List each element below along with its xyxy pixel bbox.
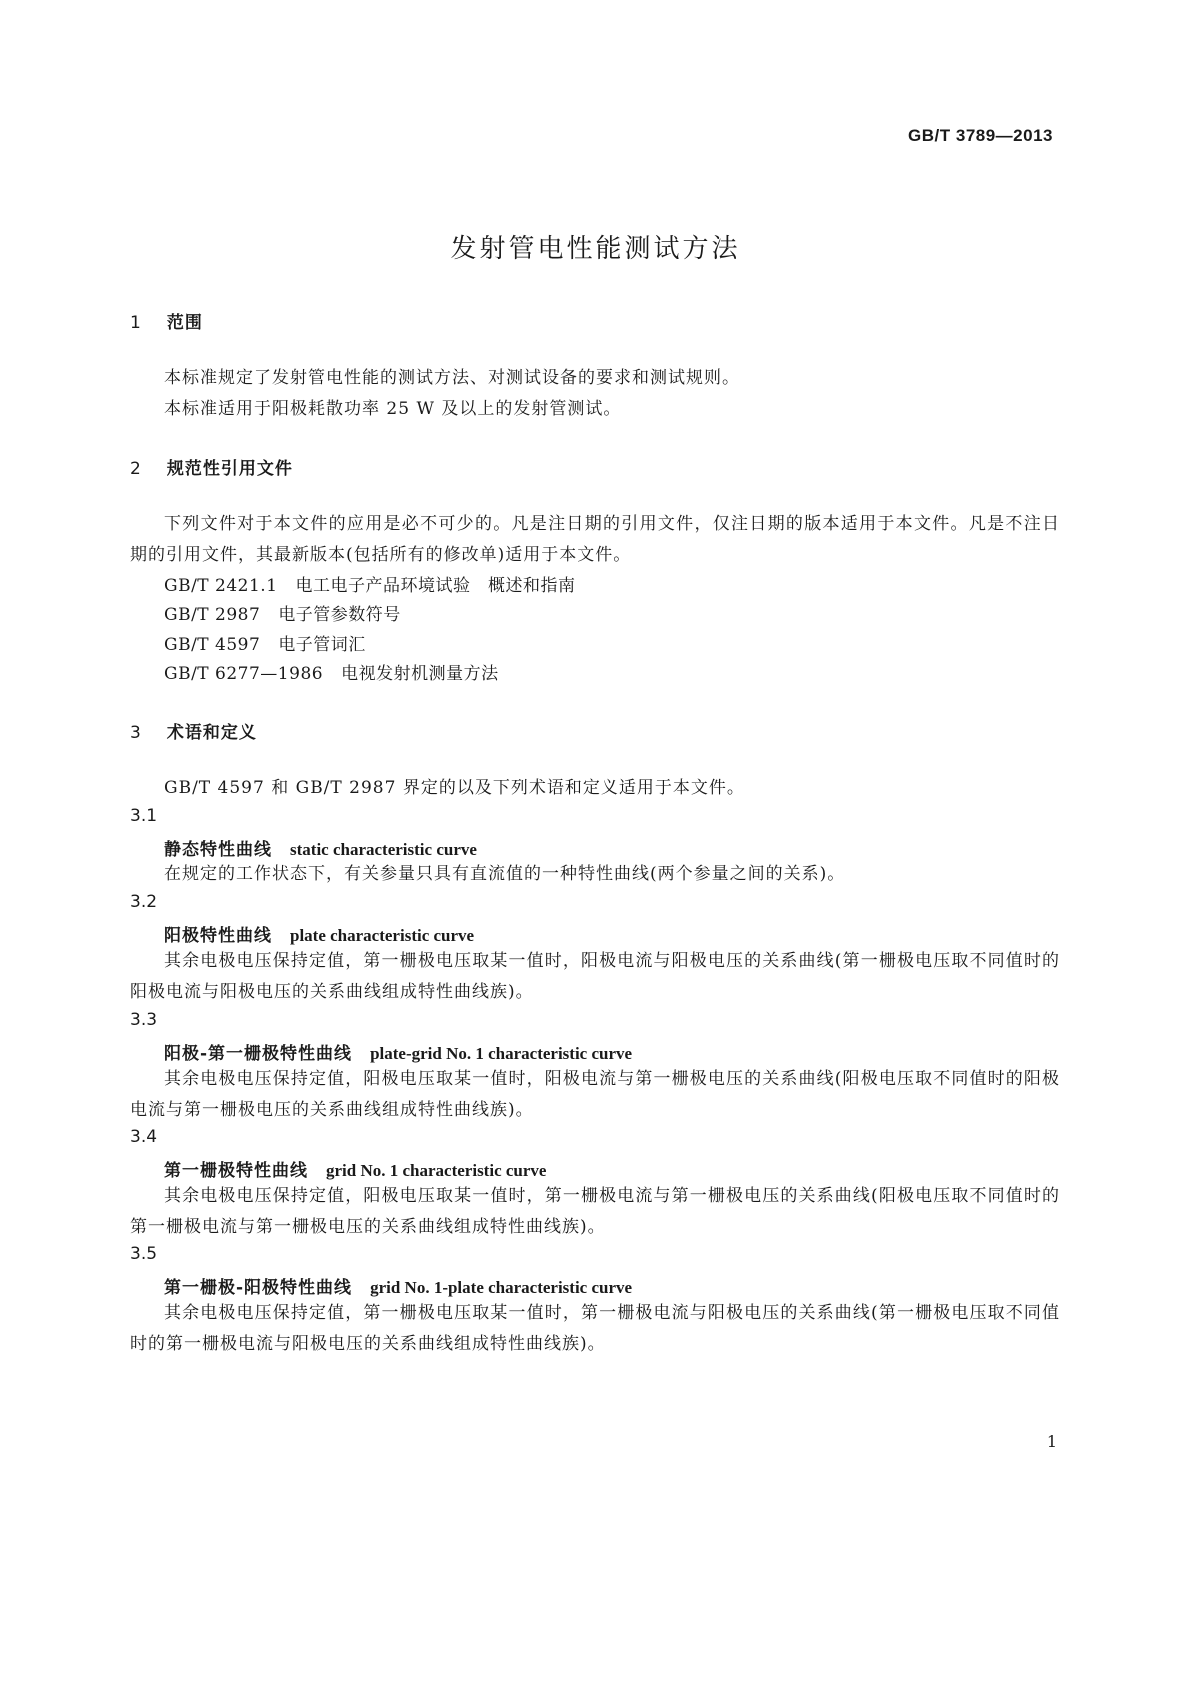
term-english: plate characteristic curve <box>290 926 475 945</box>
term-english: grid No. 1-plate characteristic curve <box>370 1278 633 1297</box>
page-number: 1 <box>1046 1432 1057 1451</box>
term-heading <box>164 1039 632 1064</box>
section-title: 术语和定义 <box>166 723 257 743</box>
term-heading <box>164 921 474 946</box>
reference-item <box>164 630 366 655</box>
term-definition: 在规定的工作状态下，有关参量只具有直流值的一种特性曲线(两个参量之间的关系)。 <box>164 864 846 884</box>
section-title: 范围 <box>166 313 203 333</box>
term-definition: 其余电极电压保持定值，第一栅极电压取某一值时，第一栅极电流与阳极电压的关系曲线(第一栅极电压取不同值时的第一栅极电流与阳极电压的关系曲线组成特性曲线族)。 <box>130 1303 1060 1354</box>
reference-item <box>164 659 499 684</box>
term-chinese: 第一栅极-阳极特性曲线 <box>164 1278 353 1298</box>
section-2-heading <box>130 454 293 479</box>
term-english: grid No. 1 characteristic curve <box>326 1161 547 1180</box>
term-definition: 其余电极电压保持定值，第一栅极电压取某一值时，阳极电流与阳极电压的关系曲线(第一栅极电压取不同值时的阳极电流与阳极电压的关系曲线组成特性曲线族)。 <box>130 951 1060 1002</box>
clause-number: 3.4 <box>130 1127 158 1147</box>
section-number: 1 <box>130 313 142 333</box>
reference-code: GB/T 6277—1986 <box>164 664 324 684</box>
reference-code: GB/T 2987 <box>164 605 261 625</box>
section-title: 规范性引用文件 <box>166 459 293 479</box>
term-chinese: 阳极特性曲线 <box>164 926 272 946</box>
clause-number: 3.3 <box>130 1010 158 1030</box>
clause-number: 3.1 <box>130 806 158 826</box>
clause-number: 3.2 <box>130 892 158 912</box>
references-intro: 下列文件对于本文件的应用是必不可少的。凡是注日期的引用文件，仅注日期的版本适用于本文件。凡是不注日期的引用文件，其最新版本(包括所有的修改单)适用于本文件。 <box>130 514 1060 565</box>
terms-intro: GB/T 4597 和 GB/T 2987 界定的以及下列术语和定义适用于本文件。 <box>164 778 745 798</box>
reference-title: 电子管参数符号 <box>278 605 401 625</box>
reference-title: 电子管词汇 <box>278 635 366 655</box>
section-number: 2 <box>130 459 142 479</box>
term-english: plate-grid No. 1 characteristic curve <box>370 1044 633 1063</box>
reference-code: GB/T 4597 <box>164 635 261 655</box>
term-heading <box>164 1156 546 1181</box>
reference-title: 电视发射机测量方法 <box>341 664 499 684</box>
term-english: static characteristic curve <box>290 840 477 859</box>
reference-item <box>164 600 401 625</box>
reference-title: 电工电子产品环境试验 概述和指南 <box>295 576 576 596</box>
term-chinese: 静态特性曲线 <box>164 840 272 860</box>
section-3-heading <box>130 718 257 743</box>
scope-paragraph-2: 本标准适用于阳极耗散功率 25 W 及以上的发射管测试。 <box>164 399 622 419</box>
term-definition: 其余电极电压保持定值，阳极电压取某一值时，第一栅极电流与第一栅极电压的关系曲线(阳极电压取不同值时的第一栅极电流与第一栅极电压的关系曲线组成特性曲线族)。 <box>130 1186 1060 1237</box>
document-title: 发射管电性能测试方法 <box>450 234 741 264</box>
term-heading <box>164 1273 632 1298</box>
section-number: 3 <box>130 723 142 743</box>
scope-paragraph-1: 本标准规定了发射管电性能的测试方法、对测试设备的要求和测试规则。 <box>164 368 740 388</box>
term-chinese: 阳极-第一栅极特性曲线 <box>164 1044 353 1064</box>
standard-code: GB/T 3789—2013 <box>908 126 1053 145</box>
reference-code: GB/T 2421.1 <box>164 576 278 596</box>
section-1-heading <box>130 308 203 333</box>
clause-number: 3.5 <box>130 1244 158 1264</box>
term-chinese: 第一栅极特性曲线 <box>164 1161 308 1181</box>
reference-item <box>164 571 576 596</box>
term-definition: 其余电极电压保持定值，阳极电压取某一值时，阳极电流与第一栅极电压的关系曲线(阳极电压取不同值时的阳极电流与第一栅极电压的关系曲线组成特性曲线族)。 <box>130 1069 1060 1120</box>
term-heading <box>164 835 477 860</box>
